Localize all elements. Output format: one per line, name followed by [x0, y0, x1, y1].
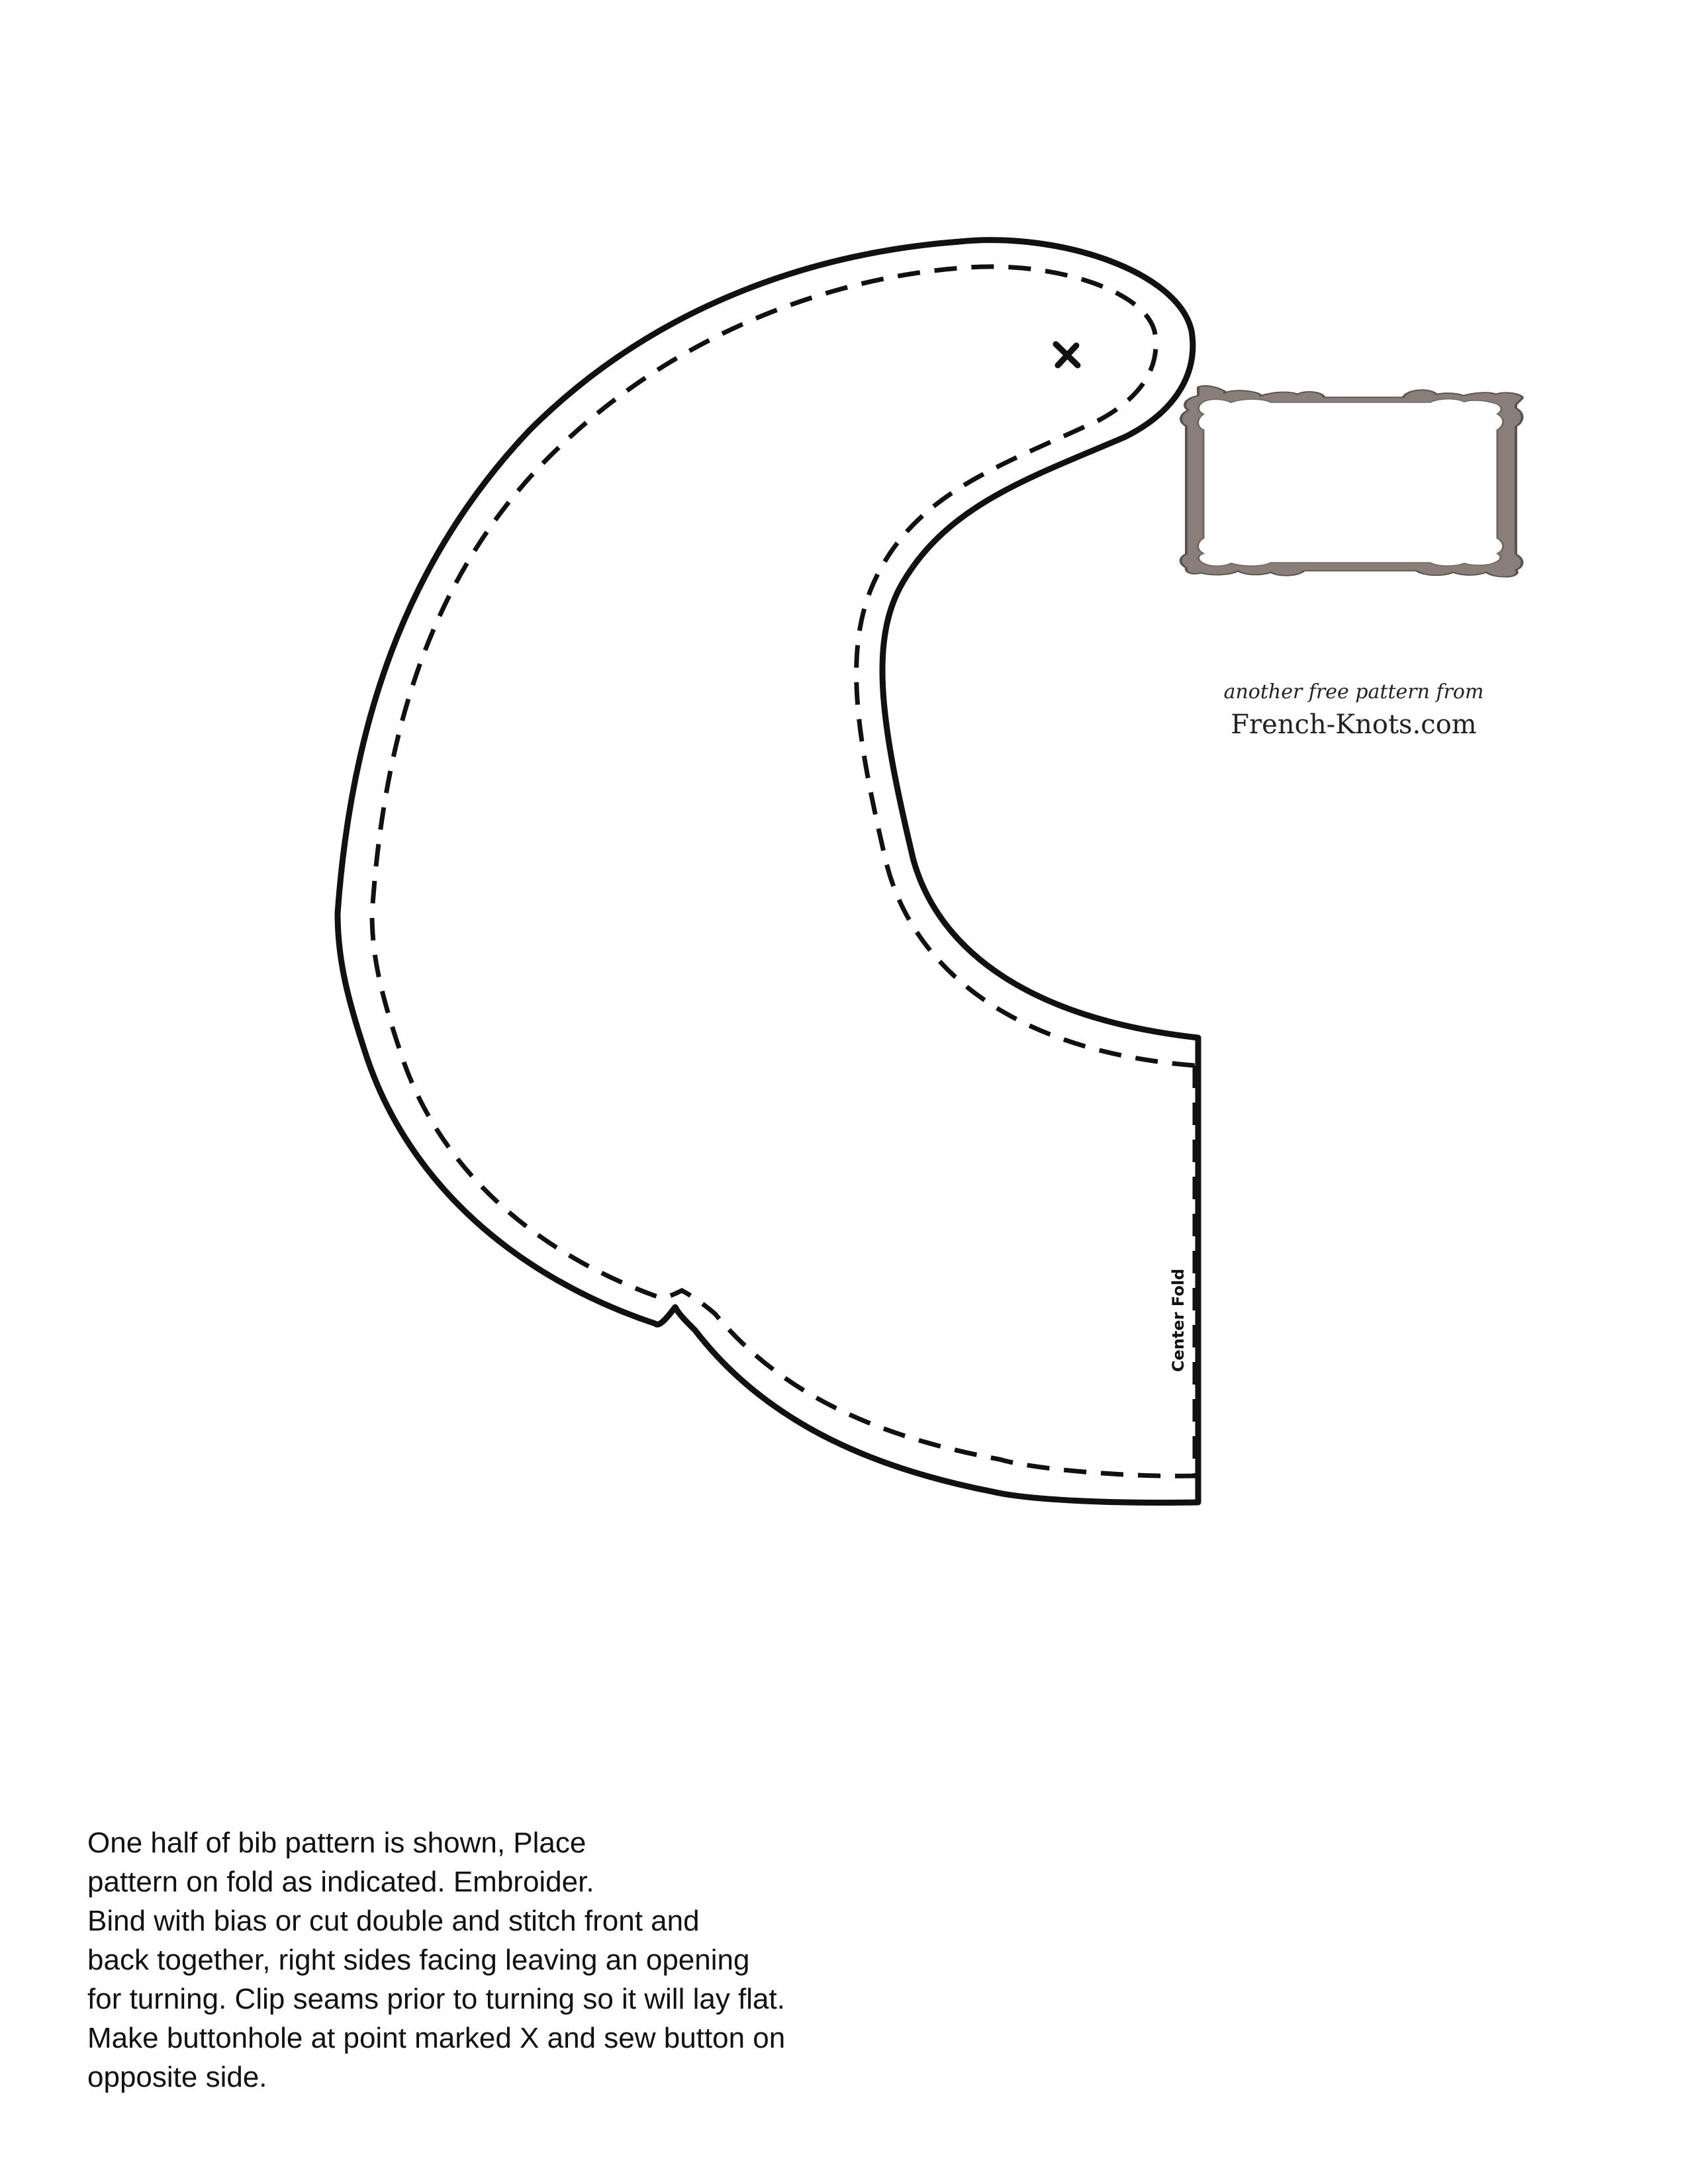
- instruction-line: Make buttonhole at point marked X and sew button on: [87, 2022, 786, 2054]
- seam-line: [372, 267, 1195, 1476]
- instruction-line: Bind with bias or cut double and stitch front and: [87, 1905, 700, 1937]
- instruction-line: pattern on fold as indicated. Embroider.: [87, 1866, 594, 1898]
- center-fold-label: Center Fold: [1169, 1268, 1188, 1373]
- badge-frame-inner: [1198, 399, 1503, 566]
- instruction-line: for turning. Clip seams prior to turning so it will lay flat.: [87, 1983, 785, 2015]
- instruction-line: back together, right sides facing leaving an opening: [87, 1944, 750, 1976]
- instruction-line: opposite side.: [87, 2061, 267, 2093]
- instruction-line: One half of bib pattern is shown, Place: [87, 1827, 586, 1859]
- buttonhole-x-icon: [1056, 344, 1078, 365]
- badge-line-1: another free pattern from: [1223, 680, 1484, 704]
- badge-line-2: French-Knots.com: [1231, 709, 1477, 740]
- french-knots-badge: [1181, 379, 1523, 789]
- instructions-text: [87, 1823, 981, 2097]
- cut-line: [338, 240, 1198, 1503]
